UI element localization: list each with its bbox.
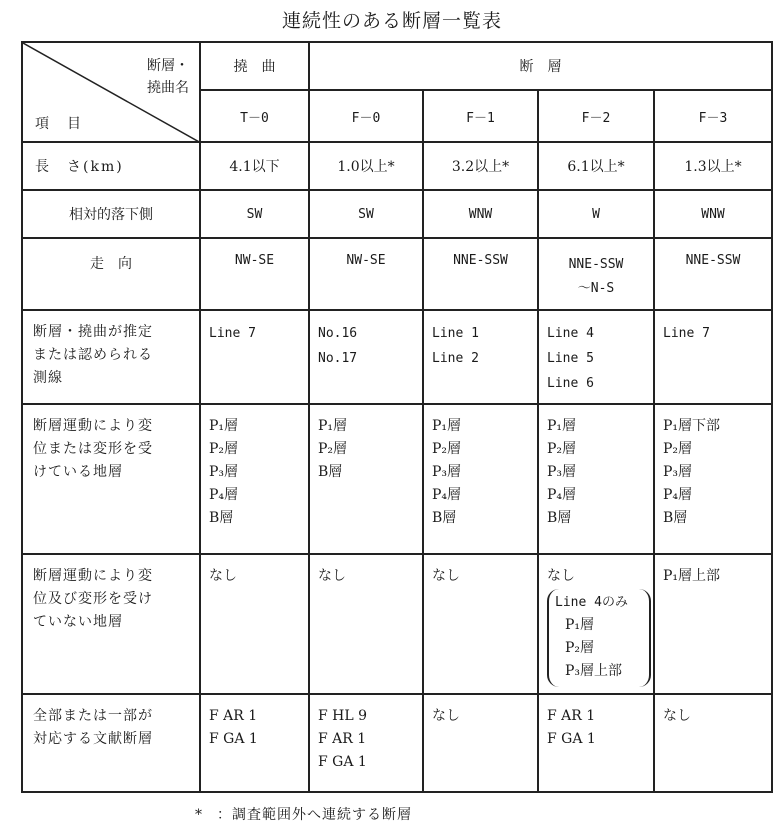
footnote <box>195 804 412 824</box>
undeformed-f3: P₁層上部 <box>654 554 772 694</box>
survey-line: Line 2 <box>432 351 479 366</box>
literature-fault: F GA 1 <box>547 731 596 747</box>
undeformed-f2 <box>538 554 654 694</box>
footnote-star: * <box>195 807 203 823</box>
strike-f2-extra: ～N-S <box>577 281 615 296</box>
survey-t0 <box>200 310 309 404</box>
deformed-label-line: 位または変形を受 <box>33 441 153 457</box>
survey-f3 <box>654 310 772 404</box>
stratum: P₁層 <box>209 418 239 434</box>
deformed-f3 <box>654 404 772 554</box>
row-label-literature <box>22 694 200 792</box>
column-header-f2: F－2 <box>538 90 654 142</box>
literature-t0 <box>200 694 309 792</box>
bracket-stratum: P₁層 <box>565 617 595 633</box>
stratum: P₄層 <box>432 487 462 503</box>
stratum: P₄層 <box>547 487 577 503</box>
bracket-stratum: P₂層 <box>565 640 595 656</box>
stratum: B層 <box>318 464 343 480</box>
literature-label-line: 対応する文献断層 <box>33 731 153 747</box>
stratum: P₁層 <box>547 418 577 434</box>
footnote-text: ：調査範囲外へ連続する断層 <box>217 807 412 823</box>
strike-f2 <box>538 238 654 310</box>
header-group-flexure: 撓 曲 <box>200 42 309 90</box>
fault-table <box>21 41 773 793</box>
length-f3: 1.3以上* <box>654 142 772 190</box>
strike-f2-main: NNE-SSW <box>568 257 624 272</box>
page-title: 連続性のある断層一覧表 <box>281 10 502 32</box>
survey-label-line: 断層・撓曲が推定 <box>33 324 153 340</box>
bracket-heading: Line 4のみ <box>555 595 628 610</box>
survey-f2 <box>538 310 654 404</box>
literature-fault: F GA 1 <box>318 754 367 770</box>
item-label: 項目 <box>35 116 99 132</box>
stratum: B層 <box>432 510 457 526</box>
column-header-f0: F－0 <box>309 90 423 142</box>
survey-line: No.17 <box>318 351 358 366</box>
length-f1: 3.2以上* <box>423 142 538 190</box>
length-t0: 4.1以下 <box>200 142 309 190</box>
literature-fault: F AR 1 <box>318 731 367 747</box>
literature-fault: F AR 1 <box>547 708 596 724</box>
stratum: P₂層 <box>318 441 348 457</box>
corner-label-bottom: 撓曲名 <box>147 80 189 96</box>
stratum: P₂層 <box>547 441 577 457</box>
stratum: P₃層 <box>432 464 462 480</box>
literature-fault: F HL 9 <box>318 708 368 724</box>
header-group-fault: 断 層 <box>309 42 772 90</box>
length-f0: 1.0以上* <box>309 142 423 190</box>
stratum: P₁層下部 <box>663 418 721 434</box>
header-corner-cell <box>22 42 200 142</box>
row-label-strike: 走 向 <box>22 238 200 310</box>
column-header-f1: F－1 <box>423 90 538 142</box>
corner-label-top: 断層・ <box>147 58 189 74</box>
survey-line: Line 5 <box>547 351 594 366</box>
line4-only-bracket <box>547 589 651 687</box>
stratum: P₂層 <box>432 441 462 457</box>
survey-line: Line 4 <box>547 326 594 341</box>
stratum: P₂層 <box>209 441 239 457</box>
bracket-stratum: P₃層上部 <box>565 663 623 679</box>
undeformed-label-line: 断層運動により変 <box>33 568 153 584</box>
survey-line: No.16 <box>318 326 358 341</box>
stratum: B層 <box>209 510 234 526</box>
row-label-undeformed <box>22 554 200 694</box>
survey-line: Line 6 <box>547 376 594 391</box>
deformed-label-line: 断層運動により変 <box>33 418 153 434</box>
literature-fault: F AR 1 <box>209 708 258 724</box>
literature-f0 <box>309 694 423 792</box>
literature-label-line: 全部または一部が <box>33 708 153 724</box>
downthrown-f3: WNW <box>654 190 772 238</box>
corner-label <box>147 55 189 99</box>
deformed-label-line: けている地層 <box>33 464 123 480</box>
survey-label-line: または認められる <box>33 347 153 363</box>
survey-f0 <box>309 310 423 404</box>
deformed-t0 <box>200 404 309 554</box>
column-header-f3: F－3 <box>654 90 772 142</box>
length-f2: 6.1以上* <box>538 142 654 190</box>
literature-fault: なし <box>432 708 460 724</box>
literature-f1 <box>423 694 538 792</box>
strike-f3: NNE-SSW <box>654 238 772 310</box>
survey-f1 <box>423 310 538 404</box>
survey-line: Line 7 <box>209 326 256 341</box>
stratum: P₃層 <box>663 464 693 480</box>
undeformed-f2-value: なし <box>547 568 575 584</box>
stratum: B層 <box>663 510 688 526</box>
strike-f0: NW-SE <box>309 238 423 310</box>
column-header-t0: T－0 <box>200 90 309 142</box>
survey-line: Line 1 <box>432 326 479 341</box>
downthrown-f2: W <box>538 190 654 238</box>
literature-fault: なし <box>663 708 691 724</box>
stratum: P₁層 <box>432 418 462 434</box>
downthrown-f1: WNW <box>423 190 538 238</box>
undeformed-t0: なし <box>200 554 309 694</box>
stratum: P₄層 <box>209 487 239 503</box>
row-label-deformed <box>22 404 200 554</box>
undeformed-label-line: 位及び変形を受け <box>33 591 153 607</box>
row-label-length: 長 さ(km) <box>22 142 200 190</box>
undeformed-label-line: ていない地層 <box>33 614 123 630</box>
row-label-downthrown: 相対的落下側 <box>22 190 200 238</box>
stratum: P₂層 <box>663 441 693 457</box>
downthrown-f0: SW <box>309 190 423 238</box>
literature-fault: F GA 1 <box>209 731 258 747</box>
stratum: P₃層 <box>547 464 577 480</box>
deformed-f1 <box>423 404 538 554</box>
deformed-f2 <box>538 404 654 554</box>
stratum: P₄層 <box>663 487 693 503</box>
stratum: B層 <box>547 510 572 526</box>
undeformed-f0: なし <box>309 554 423 694</box>
undeformed-f1: なし <box>423 554 538 694</box>
literature-f2 <box>538 694 654 792</box>
strike-t0: NW-SE <box>200 238 309 310</box>
row-label-survey-lines <box>22 310 200 404</box>
downthrown-t0: SW <box>200 190 309 238</box>
stratum: P₃層 <box>209 464 239 480</box>
stratum: P₁層 <box>318 418 348 434</box>
strike-f1: NNE-SSW <box>423 238 538 310</box>
survey-label-line: 測線 <box>33 370 63 386</box>
literature-f3 <box>654 694 772 792</box>
survey-line: Line 7 <box>663 326 710 341</box>
deformed-f0 <box>309 404 423 554</box>
